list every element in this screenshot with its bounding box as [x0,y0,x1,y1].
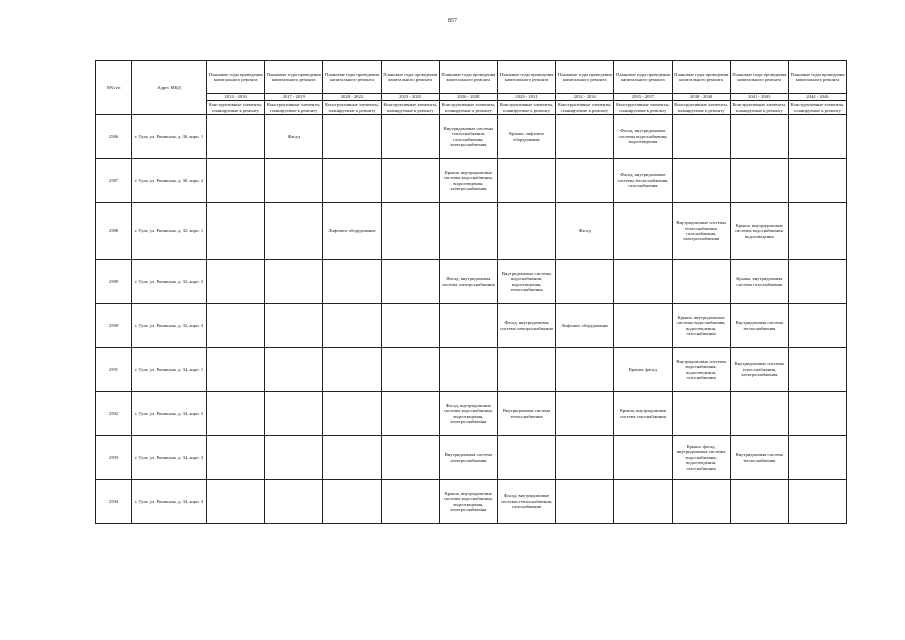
repair-elements-cell: Крыша, лифтовое оборудование [497,115,555,159]
repair-elements-cell: Внутридомовые системы теплоснабжения, газоснабжения, электроснабжения [672,203,730,260]
repair-elements-cell [207,436,265,480]
repair-elements-cell: Фасад, внутридомовые системы теплоснабжения, газоснабжения [497,480,555,524]
repair-elements-cell: Фасад, внутридомовая система электроснабжения [439,260,497,304]
repair-elements-cell [381,392,439,436]
period-years: 2035 - 2037 [614,94,672,101]
period-years: 2041 - 2043 [730,94,788,101]
row-number: 2587 [96,159,132,203]
repair-elements-cell: Фасад [265,115,323,159]
repair-elements-cell: Крыша, внутридомовые системы водоснабжения, водоотведения [730,203,788,260]
repair-elements-cell [788,392,846,436]
period-years: 2029 - 2031 [497,94,555,101]
repair-elements-cell [381,480,439,524]
repair-elements-cell [207,159,265,203]
repair-elements-cell [730,392,788,436]
repair-elements-cell [788,304,846,348]
row-address: г. Тула, ул. Рязанская, д. 32, корп. 2 [132,260,207,304]
period-header: Плановые годы проведения капитального ремонта [730,61,788,94]
period-header: Плановые годы проведения капитального ремонта [265,61,323,94]
repair-elements-cell [730,480,788,524]
element-header: Конструктивные элементы, планируемые к ремонту [381,101,439,115]
repair-elements-cell [207,203,265,260]
repair-elements-cell [788,348,846,392]
repair-elements-cell [381,159,439,203]
repair-elements-cell: Лифтовое оборудование [323,203,381,260]
period-years: 2014 - 2016 [207,94,265,101]
repair-elements-cell [556,348,614,392]
repair-elements-cell [323,159,381,203]
repair-elements-cell: Крыша, внутридомовые системы водоснабжения, водоотведения, газоснабжения [672,304,730,348]
period-years: 2044 - 2046 [788,94,846,101]
repair-elements-cell [556,115,614,159]
repair-elements-cell [323,260,381,304]
period-header: Плановые годы проведения капитального ремонта [207,61,265,94]
row-number: 2588 [96,203,132,260]
element-header: Конструктивные элементы, планируемые к ремонту [497,101,555,115]
element-header: Конструктивные элементы, планируемые к ремонту [439,101,497,115]
repair-elements-cell: Внутридомовая система теплоснабжения [730,304,788,348]
repair-elements-cell [439,304,497,348]
element-header: Конструктивные элементы, планируемые к ремонту [556,101,614,115]
header-row-elements [96,101,847,115]
repair-elements-cell [672,260,730,304]
element-header: Конструктивные элементы, планируемые к ремонту [788,101,846,115]
repair-elements-cell: Лифтовое оборудование [556,304,614,348]
table-row [96,203,847,260]
repair-elements-cell [730,115,788,159]
repair-elements-cell [672,392,730,436]
repair-elements-cell [207,392,265,436]
repair-elements-cell [556,436,614,480]
table-row [96,392,847,436]
period-years: 2023 - 2025 [381,94,439,101]
repair-elements-cell: Внутридомовая система теплоснабжения [497,392,555,436]
repair-elements-cell [672,115,730,159]
element-header: Конструктивные элементы, планируемые к ремонту [730,101,788,115]
period-years: 2020 - 2022 [323,94,381,101]
repair-elements-cell [207,348,265,392]
repair-elements-cell: Крыша, внутридомовые системы водоснабжения, водоотведения, электроснабжения [439,480,497,524]
repair-elements-cell: Фасад [556,203,614,260]
period-years: 2017 - 2019 [265,94,323,101]
row-number: 2592 [96,392,132,436]
table-row [96,348,847,392]
table-body [96,115,847,524]
repair-elements-cell: Внутридомовые системы теплоснабжения, газоснабжения, электроснабжения [439,115,497,159]
row-number: 2590 [96,304,132,348]
repair-elements-cell [265,260,323,304]
repair-elements-cell: Фасад, внутридомовая система электроснабжения [497,304,555,348]
repair-elements-cell [381,115,439,159]
repair-elements-cell [788,159,846,203]
repair-elements-cell [497,348,555,392]
row-number: 2586 [96,115,132,159]
repair-elements-cell [323,480,381,524]
row-address: г. Тула, ул. Рязанская, д. 34, корп. 3 [132,436,207,480]
repair-elements-cell [323,348,381,392]
table-row [96,304,847,348]
row-address: г. Тула, ул. Рязанская, д. 34, корп. 1 [132,348,207,392]
repair-elements-cell [614,203,672,260]
repair-elements-cell [207,304,265,348]
period-header: Плановые годы проведения капитального ремонта [439,61,497,94]
repair-elements-cell [497,159,555,203]
row-number: 2593 [96,436,132,480]
repair-elements-cell [381,436,439,480]
col-header-address: Адрес МКД [132,61,207,115]
table-row [96,115,847,159]
repair-elements-cell [265,480,323,524]
repair-elements-cell [556,159,614,203]
period-years: 2038 - 2040 [672,94,730,101]
repair-elements-cell [265,159,323,203]
repair-elements-cell: Крыша, внутридомовая система газоснабжения [614,392,672,436]
repair-elements-cell [323,392,381,436]
repair-elements-cell [265,304,323,348]
repair-elements-cell [207,480,265,524]
repair-elements-cell [730,159,788,203]
row-number: 2589 [96,260,132,304]
repair-elements-cell [265,348,323,392]
period-header: Плановые годы проведения капитального ремонта [323,61,381,94]
repair-elements-cell: Крыша, фасад [614,348,672,392]
repair-elements-cell [323,304,381,348]
repair-elements-cell [439,348,497,392]
repair-elements-cell: Фасад, внутридомовые системы водоснабжения, водоотведения, электроснабжения [439,392,497,436]
repair-elements-cell [788,203,846,260]
repair-elements-cell [614,304,672,348]
row-number: 2591 [96,348,132,392]
element-header: Конструктивные элементы, планируемые к ремонту [323,101,381,115]
repair-elements-cell [788,115,846,159]
element-header: Конструктивные элементы, планируемые к ремонту [672,101,730,115]
repair-elements-cell [497,436,555,480]
period-header: Плановые годы проведения капитального ремонта [614,61,672,94]
table-row [96,159,847,203]
repair-elements-cell: Внутридомовая система теплоснабжения [730,436,788,480]
row-address: г. Тула, ул. Рязанская, д. 34, корп. 2 [132,392,207,436]
table-row [96,260,847,304]
row-address: г. Тула, ул. Рязанская, д. 32, корп. 1 [132,203,207,260]
row-address: г. Тула, ул. Рязанская, д. 30, корп. 2 [132,159,207,203]
row-number: 2594 [96,480,132,524]
header-row-main [96,61,847,94]
repair-elements-cell: Крыша, внутридомовая система газоснабжения [730,260,788,304]
repair-elements-cell [323,436,381,480]
repair-elements-cell [381,203,439,260]
repair-elements-cell: Внутридомовые системы водоснабжения, водоотведения, теплоснабжения [497,260,555,304]
element-header: Конструктивные элементы, планируемые к ремонту [265,101,323,115]
row-address: г. Тула, ул. Рязанская, д. 32, корп. 3 [132,304,207,348]
table-row [96,480,847,524]
repair-elements-cell [614,260,672,304]
period-years: 2032 - 2034 [556,94,614,101]
period-header: Плановые годы проведения капитального ремонта [556,61,614,94]
repair-elements-cell [614,436,672,480]
repair-elements-cell: Крыша, фасад, внутридомовые системы водоснабжения, водоотведения, газоснабжения [672,436,730,480]
row-address: г. Тула, ул. Рязанская, д. 30, корп. 1 [132,115,207,159]
repair-elements-cell [788,260,846,304]
period-header: Плановые годы проведения капитального ремонта [497,61,555,94]
repair-elements-cell [381,304,439,348]
repair-elements-cell [788,436,846,480]
element-header: Конструктивные элементы, планируемые к ремонту [614,101,672,115]
table-row [96,436,847,480]
header-row-years [96,94,847,101]
repair-elements-cell [265,203,323,260]
repair-elements-cell: Внутридомовые системы водоснабжения, водоотведения, газоснабжения [672,348,730,392]
period-header: Плановые годы проведения капитального ремонта [788,61,846,94]
repair-elements-cell: Фасад, внутридомовые системы водоснабжения, водоотведения [614,115,672,159]
repair-elements-cell [323,115,381,159]
repair-elements-cell: Внутридомовая система электроснабжения [439,436,497,480]
repair-elements-cell [556,480,614,524]
repair-elements-cell [672,480,730,524]
repair-schedule-table [95,60,847,524]
page-number: 857 [448,18,457,24]
repair-elements-cell [265,436,323,480]
repair-elements-cell [614,480,672,524]
repair-elements-cell: Фасад, внутридомовые системы теплоснабжения, газоснабжения [614,159,672,203]
repair-elements-cell [672,159,730,203]
element-header: Конструктивные элементы, планируемые к ремонту [207,101,265,115]
row-address: г. Тула, ул. Рязанская, д. 34, корп. 4 [132,480,207,524]
repair-elements-cell [381,260,439,304]
repair-elements-cell [556,392,614,436]
repair-elements-cell: Крыша, внутридомовые системы водоснабжения, водоотведения, электроснабжения [439,159,497,203]
repair-elements-cell [556,260,614,304]
col-header-num: NN п/п [96,61,132,115]
repair-elements-cell [207,260,265,304]
repair-elements-cell [497,203,555,260]
repair-elements-cell [207,115,265,159]
repair-elements-cell [381,348,439,392]
repair-elements-cell [788,480,846,524]
period-header: Плановые годы проведения капитального ремонта [672,61,730,94]
repair-elements-cell [265,392,323,436]
period-header: Плановые годы проведения капитального ремонта [381,61,439,94]
period-years: 2026 - 2028 [439,94,497,101]
repair-elements-cell: Внутридомовые системы теплоснабжения, электроснабжения [730,348,788,392]
repair-elements-cell [439,203,497,260]
